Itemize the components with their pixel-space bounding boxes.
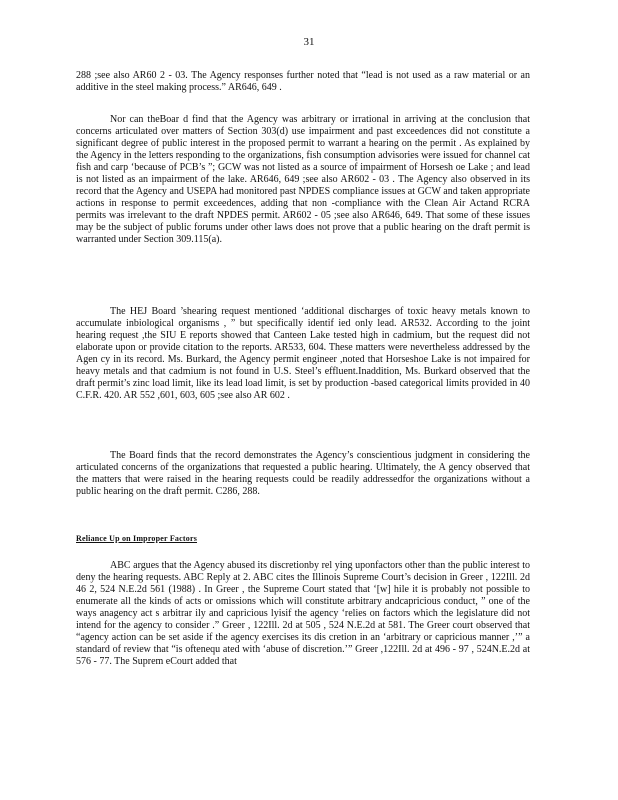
paragraph-abc-argues: ABC argues that the Agency abused its discretionby rel ying uponfactors other than the public interest to deny the hearing requests. ABC Reply at 2. ABC cites the Illinois Supreme Court’s decision in Greer , 122Ill. 2d 46 2, 524 N.E.2d 561 (1988) . In Greer , the Supreme Court stated that ‘[w] hile it is probably not possible to enumerate all the kinds of acts or omissions which will constitute arbitrary andcapricious conduct, ” one of the ways anagency act s arbitrar ily and capricious lyisif the agency ‘relies on factors which the legislature did not intend for the agency to consider .” Greer , 122Ill. 2d at 505 , 524 N.E.2d at 581. The Greer court observed that “agency action can be set aside if the agency exercises its dis cretion in an ‘arbitrary or capricious manner ,’” a standard of review that “is oftenequ ated with ‘abuse of discretion.’” Greer ,122Ill. 2d at 496 - 97 , 524N.E.2d at 576 - 77. The Suprem eCourt added that [76,560,530,667]
paragraph-section-303d: Nor can theBoar d find that the Agency was arbitrary or irrational in arriving at the conclusion that concerns articulated over matters of Section 303(d) use impairment and past exceedences did not constitute a significant degree of public interest in the proposed permit to warrant a hearing on the permit . As explained by the Agency in the letters responding to the organizations, fish consumption advisories were issued for channel cat fish and carp ‘because of PCB’s ”; GCW was not listed as a source of impairment of Horsesh oe Lake ; and lead is not listed as an impairment of the lake. AR646, 649 ;see also AR602 - 03 . The Agency also observed in its record that the Agency and USEPA had monitored past NPDES compliance issues at GCW and taken appropriate actions in response to permit exceedences, adding that non -compliance with the Clean Air Actand RCRA permits was irrelevant to the draft NPDES permit. AR602 - 05 ;see also AR646, 649. That some of these issues may be the subject of public forums under other laws does not prove that a public hearing on the draft permit is warranted under Section 309.115(a). [76,114,530,245]
paragraph-board-finds: The Board finds that the record demonstrates the Agency’s conscientious judgment in considering the articulated concerns of the organizations that requested a public hearing. Ultimately, the A gency observed that the matters that were raised in the hearing requests could be readily addressedfor the organizations without a public hearing on the draft permit. C286, 288. [76,450,530,497]
section-heading: Reliance Up on Improper Factors [76,534,198,543]
page-number: 31 [303,36,315,48]
paragraph-lead-use: 288 ;see also AR60 2 - 03. The Agency responses further noted that “lead is not used as a raw material or an additive in the steel making process.” AR646, 649 . [76,70,530,93]
paragraph-hej-board: The HEJ Board ’shearing request mentioned ‘additional discharges of toxic heavy metals known to accumulate inbiological organisms , ” but specifically identif ied only lead. AR532. According to the joint hearing request ,the SIU E reports showed that Canteen Lake tested high in cadmium, but the request did not elaborate upon or provide citation to the reports. AR533, 604. These matters were nevertheless addressed by the Agen cy in its record. Ms. Burkard, the Agency permit engineer ,noted that Horseshoe Lake is not impaired for heavy metals and that cadmium is not found in U.S. Steel’s effluent.Inaddition, Ms. Burkard observed that the draft permit’s zinc load limit, like its lead load limit, is set by production -based categorical limits provided in 40 C.F.R. 420. AR 552 ,601, 603, 605 ;see also AR 602 . [76,306,530,401]
